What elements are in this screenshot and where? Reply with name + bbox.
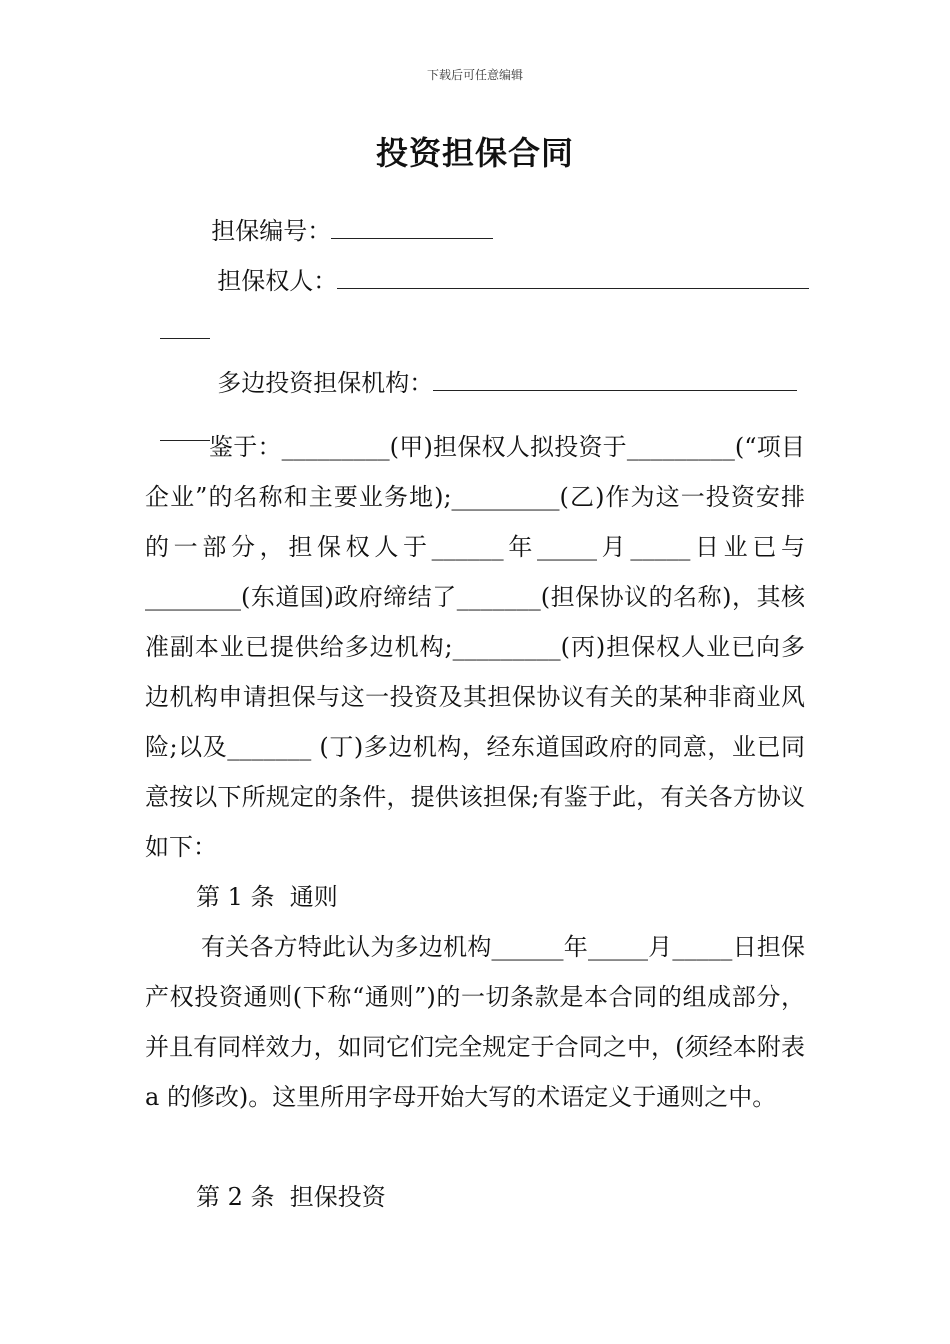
article-1-paragraph: 有关各方特此认为多边机构______年_____月_____日担保产权投资通则(下称“通则”)的一切条款是本合同的组成部分，并且有同样效力，如同它们完全规定于合同之中，(须经本附表 a 的修改)。这里所用字母开始大写的术语定义于通则之中。 [145, 933, 805, 1111]
guarantee-agency-field [202, 338, 797, 398]
guarantee-holder-label: 担保权人： [217, 267, 338, 295]
article-1-heading: 第 1 条 通则 [196, 883, 338, 911]
header-note: 下载后可任意编辑 [426, 68, 523, 82]
guarantee-number-label: 担保编号： [211, 217, 332, 245]
guarantee-agency-blank [433, 368, 797, 391]
guarantee-agency-label: 多边投资担保机构： [217, 369, 434, 397]
guarantee-holder-field [202, 236, 809, 296]
guarantee-holder-blank [337, 266, 809, 289]
guarantee-holder-blank-continuation [145, 286, 210, 346]
document-title: 投资担保合同 [375, 134, 574, 172]
preamble-paragraph: 鉴于：_________(甲)担保权人拟投资于_________(“项目企业”的名称和主要业务地);_________(乙)作为这一投资安排的一部分，担保权人于______年_____月_____日业已与________(东道国)政府缔结了_______(担保协议的名称)，其核准副本业已提供给多边机构;_________(丙)担保权人业已向多边机构申请担保与这一投资及其担保协议有关的某种非商业风险;以及_______ (丁)多边机构，经东道国政府的同意，业已同意按以下所规定的条件，提供该担保;有鉴于此，有关各方协议如下： [145, 433, 805, 861]
article-2-heading: 第 2 条 担保投资 [196, 1183, 386, 1211]
